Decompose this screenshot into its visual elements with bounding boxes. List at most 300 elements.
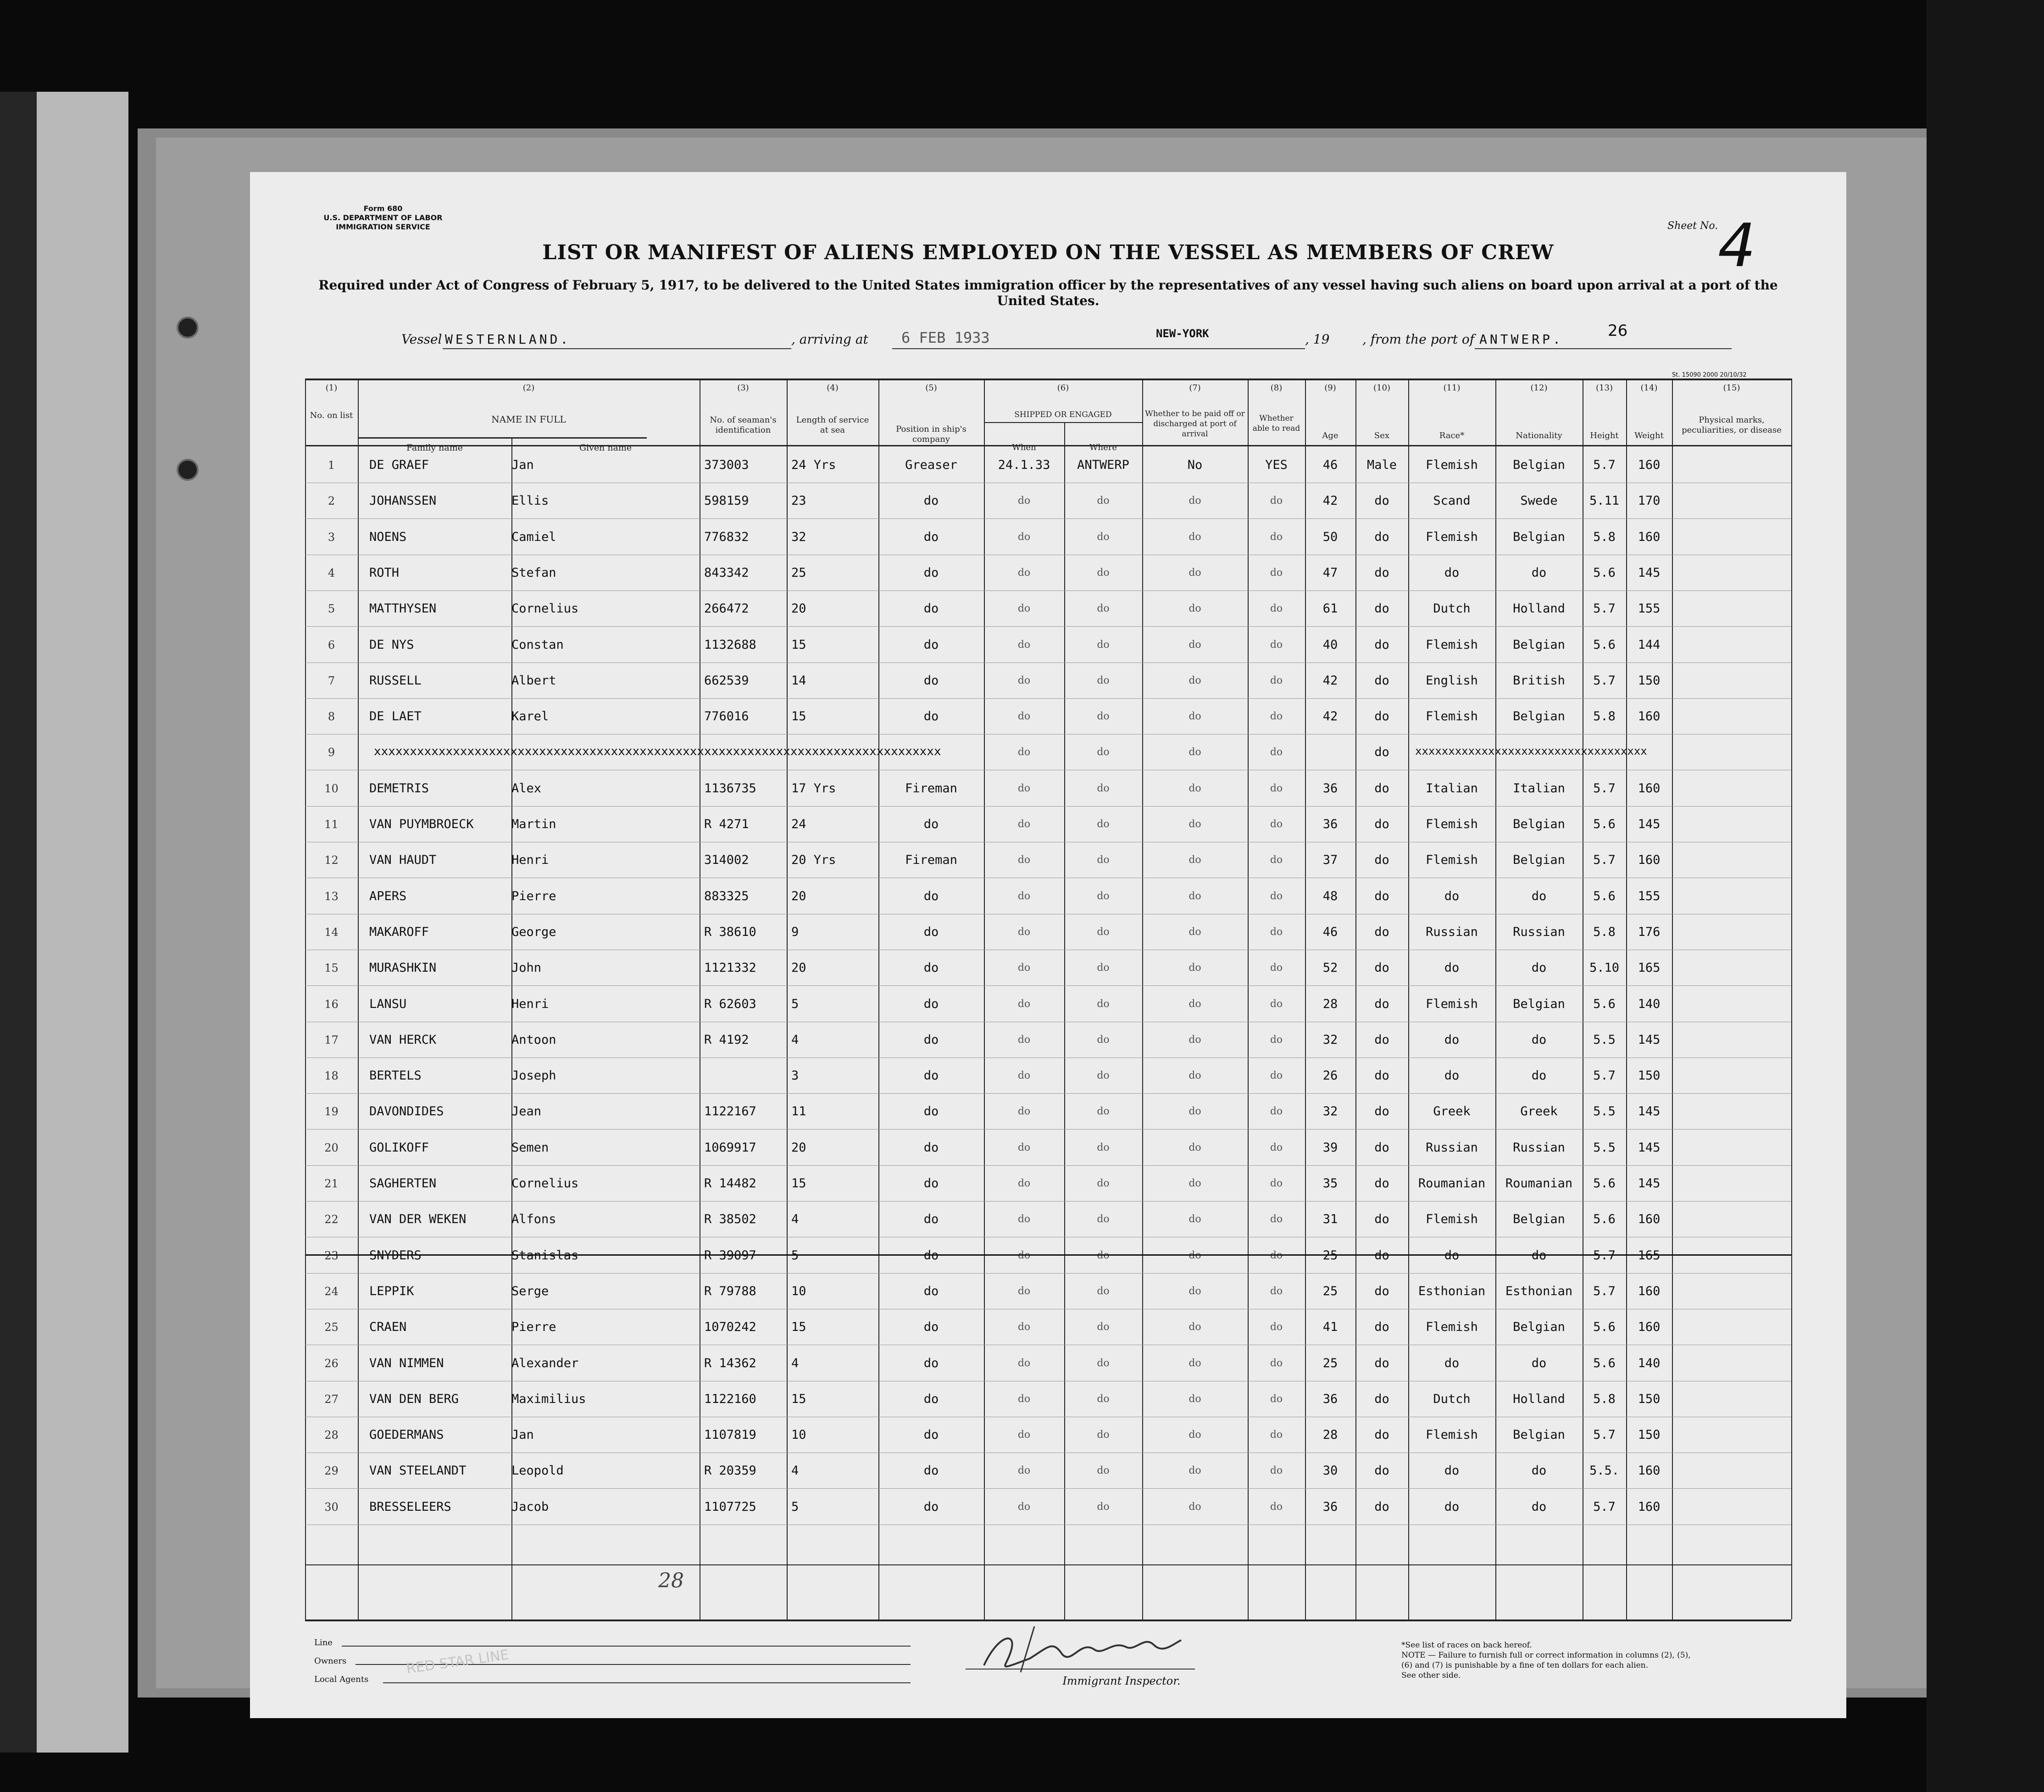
cell-weight: 160: [1638, 1212, 1661, 1227]
cell-weight: 150: [1638, 1428, 1661, 1442]
cell-service: 4: [791, 1032, 799, 1047]
cell-paid: do: [1189, 782, 1201, 794]
cell-when: 24.1.33: [998, 458, 1050, 472]
cell-read: do: [1270, 1357, 1283, 1369]
cell-given: Pierre: [511, 889, 556, 903]
cell-race: Flemish: [1426, 996, 1478, 1011]
cell-service: 15: [791, 637, 806, 652]
table-row: [305, 1309, 1791, 1345]
cell-weight: 150: [1638, 673, 1661, 688]
cell-age: 25: [1322, 1248, 1338, 1263]
cell-nat: do: [1531, 889, 1547, 903]
cell-nat: do: [1531, 1464, 1547, 1478]
cell-id: 314002: [704, 853, 749, 868]
cell-family: DE GRAEF: [369, 458, 429, 472]
cell-paid: do: [1189, 1249, 1201, 1261]
cell-read: do: [1270, 962, 1283, 974]
cell-sex: do: [1374, 1428, 1389, 1442]
cell-when: do: [1017, 854, 1031, 866]
table-rule: [305, 1564, 1791, 1565]
cell-position: do: [923, 1069, 939, 1083]
cell-when: do: [1017, 1178, 1031, 1189]
cell-race: Flemish: [1426, 1320, 1478, 1335]
cell-nat: do: [1531, 961, 1547, 975]
cell-height: 5.5: [1593, 1032, 1616, 1047]
cell-age: 42: [1322, 709, 1338, 724]
cell-age: 41: [1322, 1320, 1338, 1335]
cell-family: RUSSELL: [369, 673, 422, 688]
cell-where: do: [1097, 1429, 1110, 1441]
cell-service: 10: [791, 1428, 806, 1442]
cell-where: do: [1097, 1357, 1110, 1369]
table-row: [305, 1417, 1791, 1453]
cell-age: 61: [1322, 601, 1338, 616]
cell-where: do: [1097, 962, 1110, 974]
table-row: [305, 950, 1791, 986]
cell-position: do: [923, 1428, 939, 1442]
local-agents-label: Local Agents: [314, 1675, 369, 1684]
cell-where: do: [1097, 674, 1110, 686]
cell-when: do: [1017, 639, 1031, 651]
scanner-edge: [0, 92, 37, 1753]
cell-where: do: [1097, 890, 1110, 902]
cell-height: 5.6: [1593, 565, 1616, 580]
strike-through-line: [305, 1254, 1791, 1256]
handwritten-count: 28: [658, 1569, 684, 1592]
cell-service: 20 Yrs: [791, 853, 836, 868]
punch-hole: [177, 317, 199, 339]
cell-position: do: [923, 709, 939, 724]
cell-family: LANSU: [369, 996, 407, 1011]
table-rule: [305, 378, 1791, 380]
cell-service: 11: [791, 1104, 806, 1119]
cell-id: R 39097: [704, 1248, 756, 1263]
cell-paid: do: [1189, 1285, 1201, 1297]
cell-id: 1070242: [704, 1320, 756, 1335]
cell-paid: do: [1189, 495, 1201, 507]
cell-sex: do: [1374, 889, 1389, 903]
cell-race: English: [1426, 673, 1478, 688]
cell-weight: 160: [1638, 1320, 1661, 1335]
cell-age: 31: [1322, 1212, 1338, 1227]
cell-given: Stanislas: [511, 1248, 579, 1263]
punch-hole: [177, 459, 199, 481]
cell-given: Jan: [511, 458, 534, 472]
table-row: [305, 807, 1791, 842]
crossed-out-entry: xxxxxxxxxxxxxxxxxxxxxxxxxxxxxxxxxxx: [1415, 745, 1647, 758]
cell-weight: 170: [1638, 494, 1661, 508]
cell-given: Stefan: [511, 565, 556, 580]
cell-family: DE LAET: [369, 709, 422, 724]
cell-read: do: [1270, 926, 1283, 938]
cell-family: GOEDERMANS: [369, 1428, 444, 1442]
cell-sex: do: [1374, 817, 1389, 831]
from-port-label: , from the port of: [1362, 332, 1475, 347]
cell-nat: British: [1513, 673, 1565, 688]
cell-nat: Belgian: [1513, 1212, 1565, 1227]
cell-no: 22: [324, 1213, 339, 1226]
column-number: (6): [1057, 383, 1069, 393]
cell-paid: do: [1189, 1141, 1201, 1153]
column-number: (3): [737, 383, 749, 393]
column-number: (5): [925, 383, 937, 393]
cell-when: do: [1017, 1213, 1031, 1225]
cell-paid: do: [1189, 746, 1201, 758]
cell-paid: do: [1189, 1501, 1201, 1513]
cell-sex: do: [1374, 1499, 1389, 1514]
cell-height: 5.7: [1593, 781, 1616, 796]
table-row: [305, 1453, 1791, 1489]
cell-where: do: [1097, 1106, 1110, 1118]
header-race: Race*: [1439, 431, 1465, 440]
cell-given: Joseph: [511, 1069, 556, 1083]
cell-paid: do: [1189, 639, 1201, 651]
cell-nat: do: [1531, 1032, 1547, 1047]
cell-where: do: [1097, 1285, 1110, 1297]
cell-height: 5.6: [1593, 1356, 1616, 1370]
cell-age: 39: [1322, 1140, 1338, 1155]
cell-nat: Swede: [1520, 494, 1558, 508]
cell-when: do: [1017, 1357, 1031, 1369]
vessel-line: [287, 322, 1810, 351]
cell-id: 1107819: [704, 1428, 756, 1442]
cell-weight: 155: [1638, 601, 1661, 616]
cell-when: do: [1017, 1465, 1031, 1477]
cell-given: Karel: [511, 709, 549, 724]
table-row: [305, 555, 1791, 591]
header-name-in-full: NAME IN FULL: [491, 414, 566, 425]
cell-where: do: [1097, 1393, 1110, 1405]
cell-height: 5.7: [1593, 1428, 1616, 1442]
cell-no: 6: [328, 638, 335, 651]
rule: [342, 1646, 911, 1647]
cell-where: do: [1097, 746, 1110, 758]
header-age: Age: [1322, 431, 1339, 440]
cell-read: do: [1270, 746, 1283, 758]
rule: [966, 1669, 1195, 1670]
cell-no: 27: [324, 1392, 339, 1406]
cell-age: 26: [1322, 1069, 1338, 1083]
cell-id: 776016: [704, 709, 749, 724]
cell-id: R 4192: [704, 1032, 749, 1047]
cell-when: do: [1017, 1321, 1031, 1333]
cell-id: 776832: [704, 529, 749, 544]
cell-height: 5.8: [1593, 1391, 1616, 1406]
cell-service: 32: [791, 529, 806, 544]
cell-when: do: [1017, 962, 1031, 974]
cell-age: 36: [1322, 817, 1338, 831]
cell-when: do: [1017, 1393, 1031, 1405]
cell-position: do: [923, 889, 939, 903]
cell-weight: 165: [1638, 961, 1661, 975]
table-row: [305, 663, 1791, 699]
cell-race: Russian: [1426, 1140, 1478, 1155]
cell-position: do: [923, 817, 939, 831]
cell-age: 46: [1322, 458, 1338, 472]
cell-no: 17: [324, 1033, 339, 1046]
cell-weight: 160: [1638, 1499, 1661, 1514]
cell-height: 5.6: [1593, 1320, 1616, 1335]
cell-position: do: [923, 494, 939, 508]
cell-no: 19: [324, 1105, 339, 1119]
cell-where: do: [1097, 782, 1110, 794]
cell-position: do: [923, 1499, 939, 1514]
cell-sex: do: [1374, 1069, 1389, 1083]
cell-service: 3: [791, 1069, 799, 1083]
cell-service: 4: [791, 1464, 799, 1478]
cell-no: 20: [324, 1141, 339, 1154]
cell-given: Antoon: [511, 1032, 556, 1047]
table-row: [305, 986, 1791, 1022]
cell-paid: do: [1189, 711, 1201, 723]
cell-read: do: [1270, 1070, 1283, 1082]
cell-when: do: [1017, 1106, 1031, 1118]
cell-read: do: [1270, 782, 1283, 794]
table-row: [305, 1274, 1791, 1309]
cell-family: DAVONDIDES: [369, 1104, 444, 1119]
cell-height: 5.5.: [1589, 1464, 1620, 1478]
cell-no: 13: [324, 890, 339, 903]
table-row: [305, 879, 1791, 914]
column-number: (10): [1373, 383, 1390, 393]
cell-height: 5.7: [1593, 458, 1616, 472]
cell-when: do: [1017, 818, 1031, 830]
cell-weight: 150: [1638, 1069, 1661, 1083]
cell-paid: No: [1187, 458, 1203, 472]
table-row: [305, 447, 1791, 483]
port-stamp: NEW-YORK: [1156, 327, 1209, 340]
cell-no: 23: [324, 1249, 339, 1262]
cell-position: do: [923, 529, 939, 544]
column-number: (8): [1270, 383, 1283, 393]
cell-weight: 140: [1638, 1356, 1661, 1370]
cell-given: Martin: [511, 817, 556, 831]
cell-race: Roumanian: [1418, 1176, 1486, 1191]
cell-sex: do: [1374, 1176, 1389, 1191]
cell-nat: Russian: [1513, 1140, 1565, 1155]
cell-where: do: [1097, 495, 1110, 507]
cell-given: Maximilius: [511, 1391, 586, 1406]
cell-height: 5.5: [1593, 1104, 1616, 1119]
cell-family: GOLIKOFF: [369, 1140, 429, 1155]
cell-position: do: [923, 1320, 939, 1335]
cell-no: 25: [324, 1321, 339, 1334]
cell-read: do: [1270, 603, 1283, 615]
sheet-number-label: Sheet No.: [1667, 220, 1718, 232]
cell-when: do: [1017, 782, 1031, 794]
cell-age: 47: [1322, 565, 1338, 580]
cell-race: Greek: [1433, 1104, 1471, 1119]
cell-sex: do: [1374, 1104, 1389, 1119]
cell-service: 20: [791, 1140, 806, 1155]
cell-race: Flemish: [1426, 853, 1478, 868]
cell-age: 42: [1322, 494, 1338, 508]
cell-id: R 4271: [704, 817, 749, 831]
inspector-caption: Immigrant Inspector.: [1062, 1675, 1181, 1687]
cell-nat: Belgian: [1513, 1320, 1565, 1335]
cell-paid: do: [1189, 962, 1201, 974]
cell-paid: do: [1189, 1465, 1201, 1477]
table-row: [305, 1130, 1791, 1166]
cell-sex: do: [1374, 637, 1389, 652]
cell-height: 5.6: [1593, 637, 1616, 652]
cell-paid: do: [1189, 1357, 1201, 1369]
cell-when: do: [1017, 1285, 1031, 1297]
cell-when: do: [1017, 1034, 1031, 1046]
cell-where: do: [1097, 998, 1110, 1010]
cell-no: 14: [324, 925, 339, 939]
cell-when: do: [1017, 1501, 1031, 1513]
cell-height: 5.6: [1593, 889, 1616, 903]
cell-id: 883325: [704, 889, 749, 903]
cell-service: 15: [791, 1320, 806, 1335]
cell-position: do: [923, 1176, 939, 1191]
cell-family: CRAEN: [369, 1320, 407, 1335]
cell-where: do: [1097, 1321, 1110, 1333]
cell-no: 3: [328, 530, 335, 544]
cell-when: do: [1017, 890, 1031, 902]
cell-family: SNYDERS: [369, 1248, 422, 1263]
cell-read: do: [1270, 1106, 1283, 1118]
note-line: NOTE — Failure to furnish full or correct information in columns (2), (5),: [1401, 1651, 1691, 1660]
table-row: [305, 483, 1791, 519]
cell-no: 1: [328, 459, 335, 472]
column-number: (2): [522, 383, 535, 393]
cell-id: R 14482: [704, 1176, 756, 1191]
cell-given: George: [511, 924, 556, 939]
arriving-label: , arriving at: [791, 332, 868, 347]
year-label: , 19: [1305, 332, 1330, 347]
cell-given: Henri: [511, 996, 549, 1011]
faint-stamp: RED STAR LINE: [405, 1647, 510, 1677]
cell-height: 5.7: [1593, 1069, 1616, 1083]
cell-height: 5.8: [1593, 709, 1616, 724]
cell-no: 30: [324, 1500, 339, 1514]
cell-service: 25: [791, 565, 806, 580]
cell-read: do: [1270, 1285, 1283, 1297]
cell-read: do: [1270, 1321, 1283, 1333]
column-number: (1): [325, 383, 338, 393]
date-stamp: 6 FEB 1933: [901, 329, 990, 346]
cell-given: Ellis: [511, 494, 549, 508]
cell-where: do: [1097, 711, 1110, 723]
cell-race: do: [1444, 1464, 1460, 1478]
crossed-out-entry: xxxxxxxxxxxxxxxxxxxxxxxxxxxxxxxxxxxxxxxxxxxxxxxxxxxxxxxxxxxxxxxxxxxxxxxxxxxxxxx: [374, 745, 941, 759]
cell-race: Flemish: [1426, 1212, 1478, 1227]
cell-where: do: [1097, 1501, 1110, 1513]
cell-weight: 145: [1638, 1176, 1661, 1191]
cell-paid: do: [1189, 926, 1201, 938]
cell-given: Jan: [511, 1428, 534, 1442]
cell-weight: 160: [1638, 1464, 1661, 1478]
cell-race: Flemish: [1426, 709, 1478, 724]
cell-race: Italian: [1426, 781, 1478, 796]
form-line: U.S. DEPARTMENT OF LABOR: [323, 213, 443, 222]
cell-position: Fireman: [905, 781, 957, 796]
cell-height: 5.8: [1593, 924, 1616, 939]
manifest-title: LIST OR MANIFEST OF ALIENS EMPLOYED ON THE VESSEL AS MEMBERS OF CREW: [542, 241, 1554, 264]
cell-id: 1069917: [704, 1140, 756, 1155]
cell-where: do: [1097, 531, 1110, 543]
cell-sex: do: [1374, 853, 1389, 868]
column-number: (12): [1530, 383, 1548, 393]
cell-id: 662539: [704, 673, 749, 688]
manifest-subtitle: Required under Act of Congress of February 5, 1917, to be delivered to the United States immigration officer by the representatives of any vessel having such aliens on board upon arrival at a port of the United States.: [318, 278, 1778, 308]
column-number: (11): [1443, 383, 1461, 393]
cell-where: do: [1097, 926, 1110, 938]
cell-service: 14: [791, 673, 806, 688]
cell-height: 5.11: [1589, 494, 1620, 508]
cell-where: do: [1097, 1213, 1110, 1225]
cell-age: 52: [1322, 961, 1338, 975]
cell-age: 28: [1322, 1428, 1338, 1442]
cell-nat: do: [1531, 565, 1547, 580]
cell-when: do: [1017, 926, 1031, 938]
cell-service: 5: [791, 1499, 799, 1514]
rule: [383, 1682, 911, 1683]
table-row: [305, 735, 1791, 770]
cell-position: do: [923, 565, 939, 580]
cell-race: Flemish: [1426, 637, 1478, 652]
cell-no: 8: [328, 710, 335, 723]
cell-service: 4: [791, 1212, 799, 1227]
cell-read: do: [1270, 1249, 1283, 1261]
cell-sex: do: [1374, 709, 1389, 724]
vessel-label: Vessel: [401, 332, 442, 347]
cell-id: R 62603: [704, 996, 756, 1011]
cell-where: do: [1097, 1070, 1110, 1082]
cell-nat: Italian: [1513, 781, 1565, 796]
cell-read: do: [1270, 495, 1283, 507]
cell-weight: 165: [1638, 1248, 1661, 1263]
cell-weight: 160: [1638, 709, 1661, 724]
cell-nat: Belgian: [1513, 853, 1565, 868]
table-row: [305, 627, 1791, 663]
cell-no: 18: [324, 1069, 339, 1083]
cell-id: 266472: [704, 601, 749, 616]
cell-family: DE NYS: [369, 637, 414, 652]
cell-family: DEMETRIS: [369, 781, 429, 796]
cell-family: MATTHYSEN: [369, 601, 437, 616]
cell-read: do: [1270, 854, 1283, 866]
cell-no: 2: [328, 495, 335, 508]
cell-given: Constan: [511, 637, 564, 652]
cell-service: 24: [791, 817, 806, 831]
cell-height: 5.6: [1593, 996, 1616, 1011]
rule: [1131, 348, 1305, 349]
cell-given: Alexander: [511, 1356, 579, 1370]
cell-family: VAN HERCK: [369, 1032, 437, 1047]
cell-read: do: [1270, 1034, 1283, 1046]
manifest-sheet: [250, 172, 1846, 1718]
form-line: IMMIGRATION SERVICE: [336, 223, 430, 231]
cell-when: do: [1017, 531, 1031, 543]
cell-sex: do: [1374, 1391, 1389, 1406]
cell-sex: do: [1374, 529, 1389, 544]
print-code: St. 15090 2000 20/10/32: [1672, 372, 1747, 378]
cell-when: do: [1017, 998, 1031, 1010]
cell-when: do: [1017, 1070, 1031, 1082]
cell-when: do: [1017, 674, 1031, 686]
cell-position: do: [923, 601, 939, 616]
cell-age: 42: [1322, 673, 1338, 688]
cell-sex: do: [1374, 1140, 1389, 1155]
table-row: [305, 771, 1791, 807]
cell-weight: 160: [1638, 781, 1661, 796]
cell-id: 1122160: [704, 1391, 756, 1406]
cell-nat: Esthonian: [1505, 1284, 1573, 1298]
header-where: Where: [1089, 443, 1117, 452]
